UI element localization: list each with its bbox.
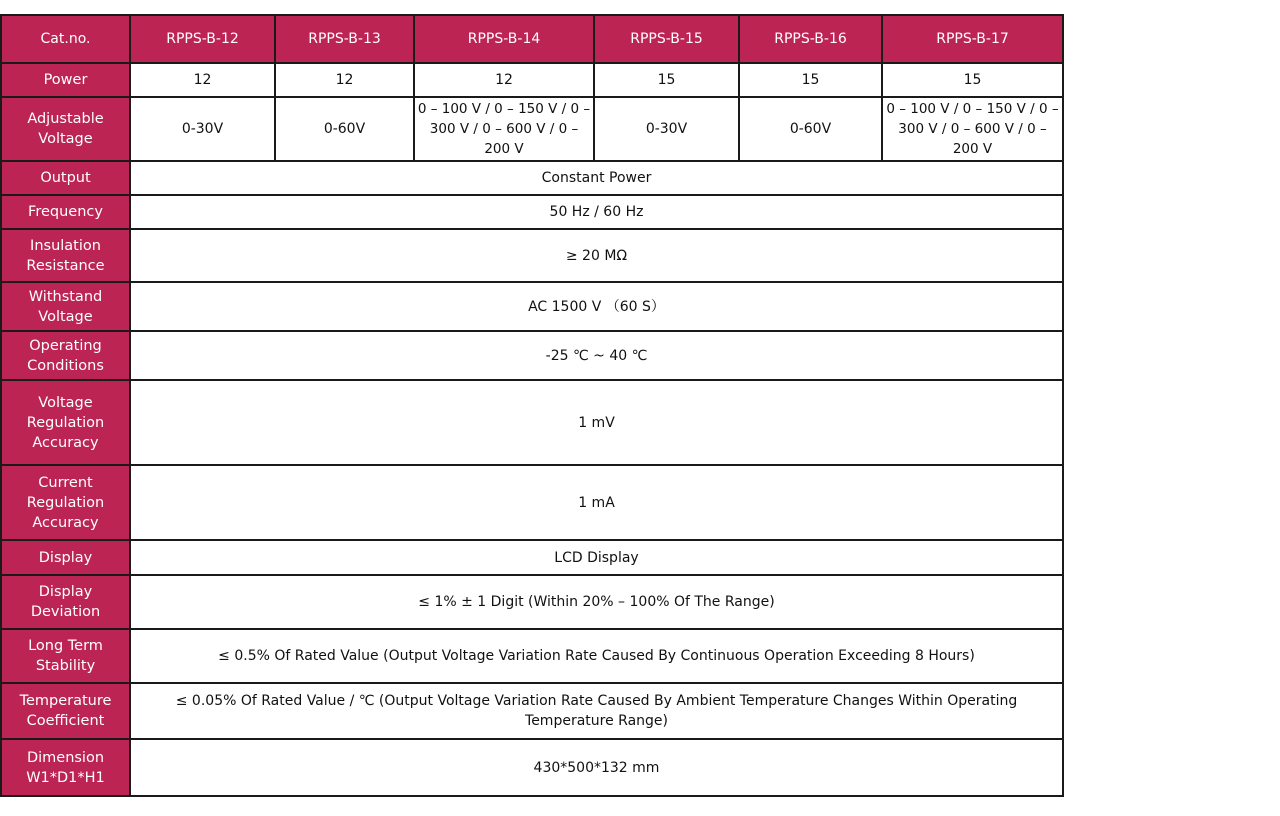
row-label-display: Display bbox=[1, 540, 130, 575]
spec-row-operating-conditions bbox=[1, 331, 1063, 380]
voltage-value-cell: 0-60V bbox=[739, 97, 882, 161]
model-header-cell: RPPS-B-17 bbox=[882, 15, 1063, 63]
spec-row-withstand-voltage bbox=[1, 282, 1063, 331]
power-value-cell: 15 bbox=[594, 63, 739, 97]
row-label-current-regulation-accuracy: Current Regulation Accuracy bbox=[1, 465, 130, 540]
voltage-value-cell: 0-60V bbox=[275, 97, 414, 161]
power-value-cell: 15 bbox=[882, 63, 1063, 97]
spec-value-display: LCD Display bbox=[130, 540, 1063, 575]
row-label-dimension: Dimension W1*D1*H1 bbox=[1, 739, 130, 796]
spec-value-voltage-regulation-accuracy: 1 mV bbox=[130, 380, 1063, 465]
voltage-value-cell: 0 – 100 V / 0 – 150 V / 0 – 300 V / 0 – 600 V / 0 – 200 V bbox=[882, 97, 1063, 161]
spec-row-long-term-stability bbox=[1, 629, 1063, 683]
spec-value-operating-conditions: -25 ℃ ~ 40 ℃ bbox=[130, 331, 1063, 380]
row-label-insulation-resistance: Insulation Resistance bbox=[1, 229, 130, 282]
power-value-cell: 15 bbox=[739, 63, 882, 97]
row-label-temperature-coefficient: Temperature Coefficient bbox=[1, 683, 130, 739]
power-value-cell: 12 bbox=[130, 63, 275, 97]
header-label-cell: Cat.no. bbox=[1, 15, 130, 63]
spec-value-output: Constant Power bbox=[130, 161, 1063, 195]
row-label-output: Output bbox=[1, 161, 130, 195]
spec-row-display-deviation bbox=[1, 575, 1063, 629]
model-header-cell: RPPS-B-13 bbox=[275, 15, 414, 63]
row-label-long-term-stability: Long Term Stability bbox=[1, 629, 130, 683]
spec-row-temperature-coefficient bbox=[1, 683, 1063, 739]
row-label-power: Power bbox=[1, 63, 130, 97]
spec-row-insulation-resistance bbox=[1, 229, 1063, 282]
row-label-frequency: Frequency bbox=[1, 195, 130, 229]
spec-value-dimension: 430*500*132 mm bbox=[130, 739, 1063, 796]
spec-row-frequency bbox=[1, 195, 1063, 229]
row-label-withstand-voltage: Withstand Voltage bbox=[1, 282, 130, 331]
spec-value-current-regulation-accuracy: 1 mA bbox=[130, 465, 1063, 540]
voltage-row bbox=[1, 97, 1063, 161]
spec-value-insulation-resistance: ≥ 20 MΩ bbox=[130, 229, 1063, 282]
power-value-cell: 12 bbox=[275, 63, 414, 97]
spec-row-output bbox=[1, 161, 1063, 195]
row-label-operating-conditions: Operating Conditions bbox=[1, 331, 130, 380]
spec-value-withstand-voltage: AC 1500 V （60 S） bbox=[130, 282, 1063, 331]
spec-row-current-regulation-accuracy bbox=[1, 465, 1063, 540]
header-row bbox=[1, 15, 1063, 63]
row-label-adjustable-voltage: Adjustable Voltage bbox=[1, 97, 130, 161]
model-header-cell: RPPS-B-15 bbox=[594, 15, 739, 63]
spec-value-long-term-stability: ≤ 0.5% Of Rated Value (Output Voltage Variation Rate Caused By Continuous Operation Exceeding 8 Hours) bbox=[130, 629, 1063, 683]
voltage-value-cell: 0-30V bbox=[130, 97, 275, 161]
model-header-cell: RPPS-B-14 bbox=[414, 15, 594, 63]
voltage-value-cell: 0-30V bbox=[594, 97, 739, 161]
spec-row-voltage-regulation-accuracy bbox=[1, 380, 1063, 465]
spec-value-display-deviation: ≤ 1% ± 1 Digit (Within 20% – 100% Of The Range) bbox=[130, 575, 1063, 629]
row-label-voltage-regulation-accuracy: Voltage Regulation Accuracy bbox=[1, 380, 130, 465]
spec-value-frequency: 50 Hz / 60 Hz bbox=[130, 195, 1063, 229]
spec-value-temperature-coefficient: ≤ 0.05% Of Rated Value / ℃ (Output Voltage Variation Rate Caused By Ambient Temperature Changes Within Operating Temperature Range) bbox=[130, 683, 1063, 739]
spec-row-display bbox=[1, 540, 1063, 575]
power-row bbox=[1, 63, 1063, 97]
row-label-display-deviation: Display Deviation bbox=[1, 575, 130, 629]
spec-row-dimension bbox=[1, 739, 1063, 796]
spec-table bbox=[0, 14, 1064, 797]
power-value-cell: 12 bbox=[414, 63, 594, 97]
model-header-cell: RPPS-B-16 bbox=[739, 15, 882, 63]
voltage-value-cell: 0 – 100 V / 0 – 150 V / 0 – 300 V / 0 – 600 V / 0 – 200 V bbox=[414, 97, 594, 161]
model-header-cell: RPPS-B-12 bbox=[130, 15, 275, 63]
